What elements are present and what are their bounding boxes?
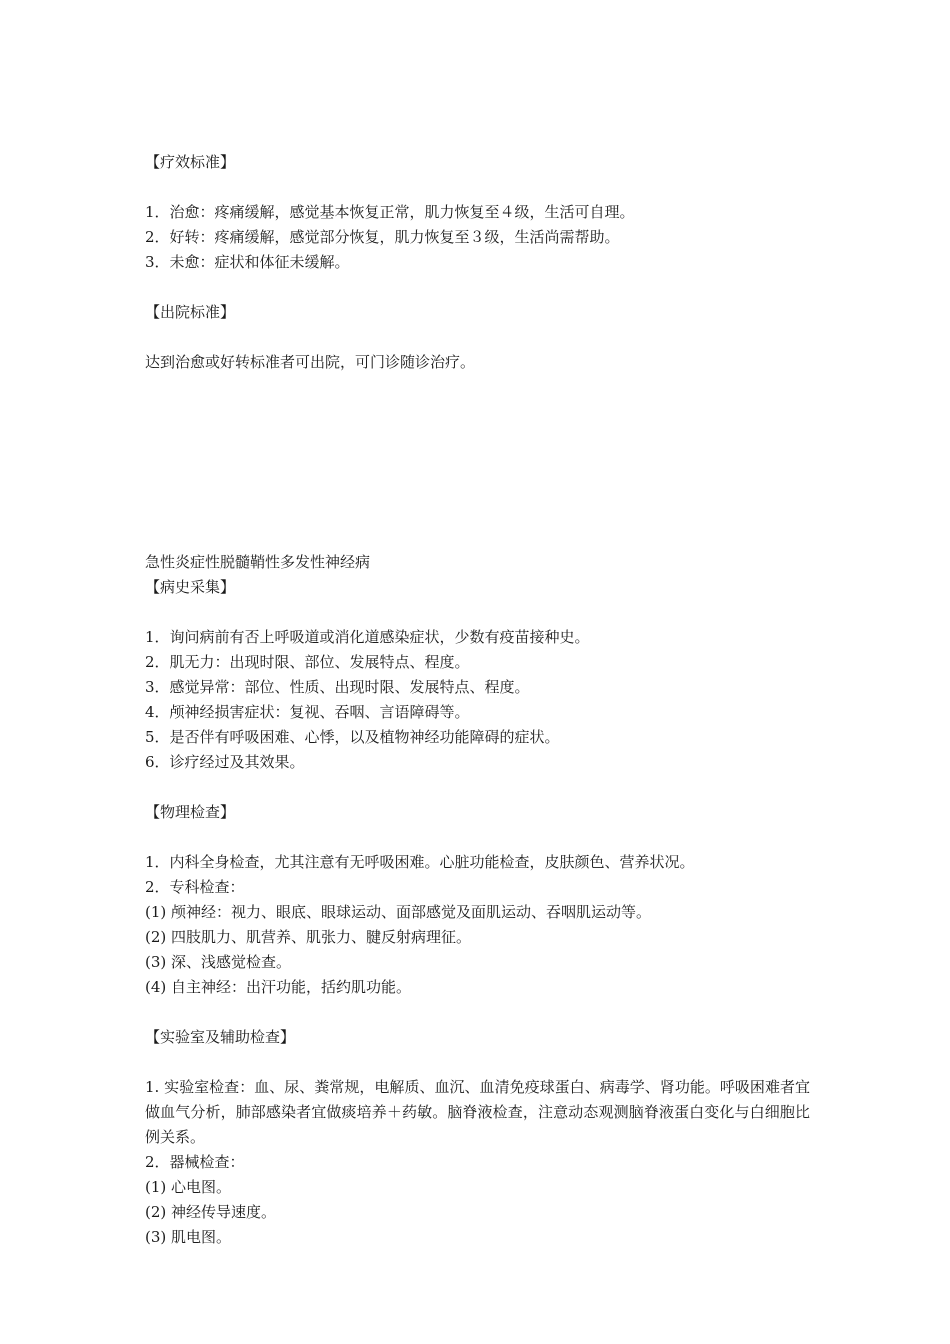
list-item: 1．治愈：疼痛缓解，感觉基本恢复正常，肌力恢复至４级，生活可自理。 — [145, 203, 635, 221]
list-item: (4) 自主神经：出汗功能，括约肌功能。 — [145, 978, 412, 996]
list-item: 2．器械检查： — [145, 1153, 245, 1171]
section-heading-discharge: 【出院标准】 — [145, 303, 236, 321]
list-item: 3．感觉异常：部位、性质、出现时限、发展特点、程度。 — [145, 678, 530, 696]
list-item: 2．好转：疼痛缓解，感觉部分恢复，肌力恢复至３级，生活尚需帮助。 — [145, 228, 620, 246]
list-item: (1) 颅神经：视力、眼底、眼球运动、面部感觉及面肌运动、吞咽肌运动等。 — [145, 903, 652, 921]
blank-line — [145, 1050, 810, 1075]
blank-line — [145, 525, 810, 550]
disease-title: 急性炎症性脱髓鞘性多发性神经病 — [145, 553, 371, 571]
list-item: (2) 神经传导速度。 — [145, 1203, 277, 1221]
blank-line — [145, 600, 810, 625]
paragraph: 达到治愈或好转标准者可出院，可门诊随诊治疗。 — [145, 353, 476, 371]
list-item: 1．内科全身检查，尤其注意有无呼吸困难。心脏功能检查，皮肤颜色、营养状况。 — [145, 853, 695, 871]
paragraph: 1. 实验室检查：血、尿、粪常规，电解质、血沉、血清免疫球蛋白、病毒学、肾功能。呼吸困难者宜做血气分析，肺部感染者宜做痰培养＋药敏。脑脊液检查，注意动态观测脑脊液蛋白变化与白细胞比例关系。 — [145, 1078, 810, 1146]
list-item: 1．询问病前有否上呼吸道或消化道感染症状，少数有疫苗接种史。 — [145, 628, 590, 646]
section-heading-physical-exam: 【物理检查】 — [145, 803, 236, 821]
blank-line — [145, 775, 810, 800]
section-heading-efficacy: 【疗效标准】 — [145, 153, 236, 171]
list-item: 3．未愈：症状和体征未缓解。 — [145, 253, 350, 271]
list-item: 6．诊疗经过及其效果。 — [145, 753, 305, 771]
list-item: 4．颅神经损害症状：复视、吞咽、言语障碍等。 — [145, 703, 470, 721]
document-page — [145, 150, 810, 1250]
list-item: 2．肌无力：出现时限、部位、发展特点、程度。 — [145, 653, 470, 671]
list-item: (3) 深、浅感觉检查。 — [145, 953, 292, 971]
list-item: 2．专科检查： — [145, 878, 245, 896]
blank-line — [145, 175, 810, 200]
list-item: (3) 肌电图。 — [145, 1228, 232, 1246]
list-item: (1) 心电图。 — [145, 1178, 232, 1196]
blank-line — [145, 275, 810, 300]
section-heading-history: 【病史采集】 — [145, 578, 236, 596]
list-item: 5．是否伴有呼吸困难、心悸，以及植物神经功能障碍的症状。 — [145, 728, 560, 746]
blank-line — [145, 1000, 810, 1025]
blank-line — [145, 825, 810, 850]
section-gap — [145, 375, 810, 500]
section-heading-lab-exam: 【实验室及辅助检查】 — [145, 1028, 296, 1046]
list-item: (2) 四肢肌力、肌营养、肌张力、腱反射病理征。 — [145, 928, 472, 946]
blank-line — [145, 325, 810, 350]
blank-line — [145, 500, 810, 525]
